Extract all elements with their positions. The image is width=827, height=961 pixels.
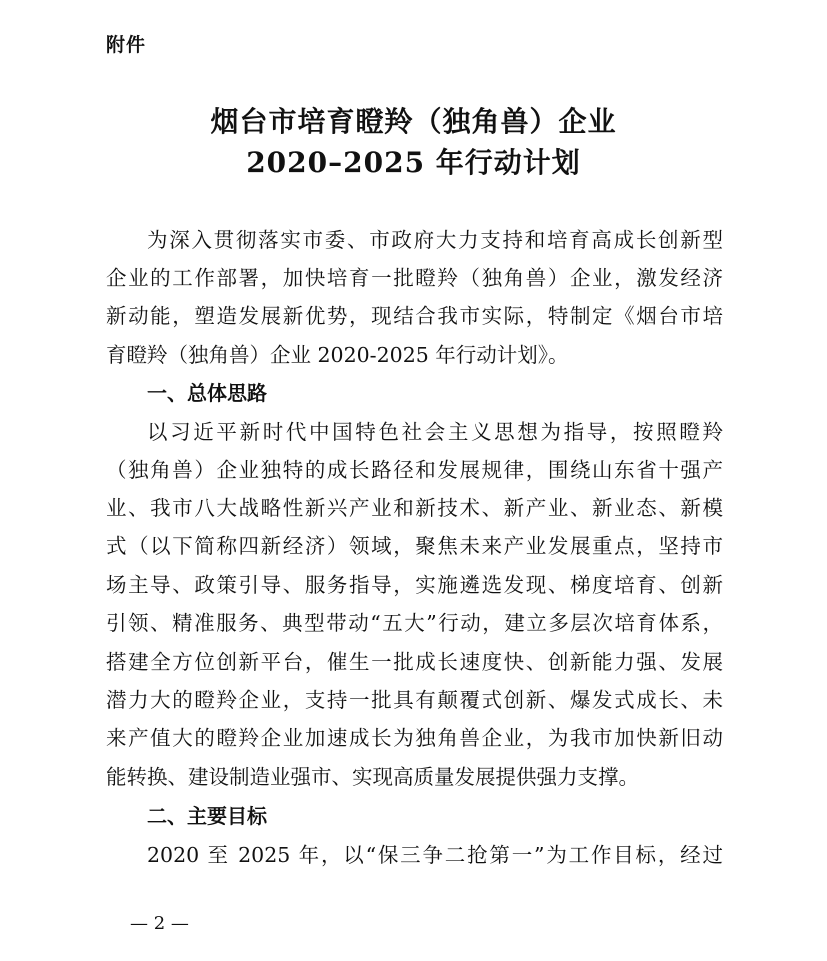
paragraph-line: 2020 至 2025 年，以“保三争二抢第一”为工作目标，经过: [147, 843, 723, 867]
page-number: — 2 —: [130, 913, 189, 934]
document-title-line-2: 2020–2025 年行动计划: [246, 146, 581, 179]
paragraph-line: 来产值大的瞪羚企业加速成长为独角兽企业，为我市加快新旧动: [106, 726, 723, 750]
paragraph-line: 为深入贯彻落实市委、市政府大力支持和培育高成长创新型: [147, 228, 723, 252]
paragraph-line: （独角兽）企业独特的成长路径和发展规律，围绕山东省十强产: [106, 458, 723, 482]
paragraph-line: 以习近平新时代中国特色社会主义思想为指导，按照瞪羚: [147, 420, 723, 444]
paragraph-line: 企业的工作部署，加快培育一批瞪羚（独角兽）企业，激发经济: [106, 266, 723, 290]
document-title-line-1: 烟台市培育瞪羚（独角兽）企业: [210, 105, 617, 138]
paragraph-line: 引领、精准服务、典型带动“五大”行动，建立多层次培育体系，: [106, 611, 723, 635]
paragraph-line: 场主导、政策引导、服务指导，实施遴选发现、梯度培育、创新: [106, 573, 723, 597]
section-heading: 一、总体思路: [147, 381, 267, 405]
paragraph-line: 能转换、建设制造业强市、实现高质量发展提供强力支撑。: [106, 765, 639, 789]
paragraph-line: 搭建全方位创新平台，催生一批成长速度快、创新能力强、发展: [106, 650, 723, 674]
paragraph-line: 业、我市八大战略性新兴产业和新技术、新产业、新业态、新模: [106, 496, 723, 520]
section-heading: 二、主要目标: [147, 804, 267, 828]
paragraph-line: 式（以下简称四新经济）领域，聚焦未来产业发展重点，坚持市: [106, 534, 723, 558]
attachment-label: 附件: [106, 34, 147, 56]
paragraph-line: 育瞪羚（独角兽）企业 2020-2025 年行动计划》。: [106, 343, 569, 367]
paragraph-line: 新动能，塑造发展新优势，现结合我市实际，特制定《烟台市培: [106, 304, 723, 328]
paragraph-line: 潜力大的瞪羚企业，支持一批具有颠覆式创新、爆发式成长、未: [106, 688, 723, 712]
